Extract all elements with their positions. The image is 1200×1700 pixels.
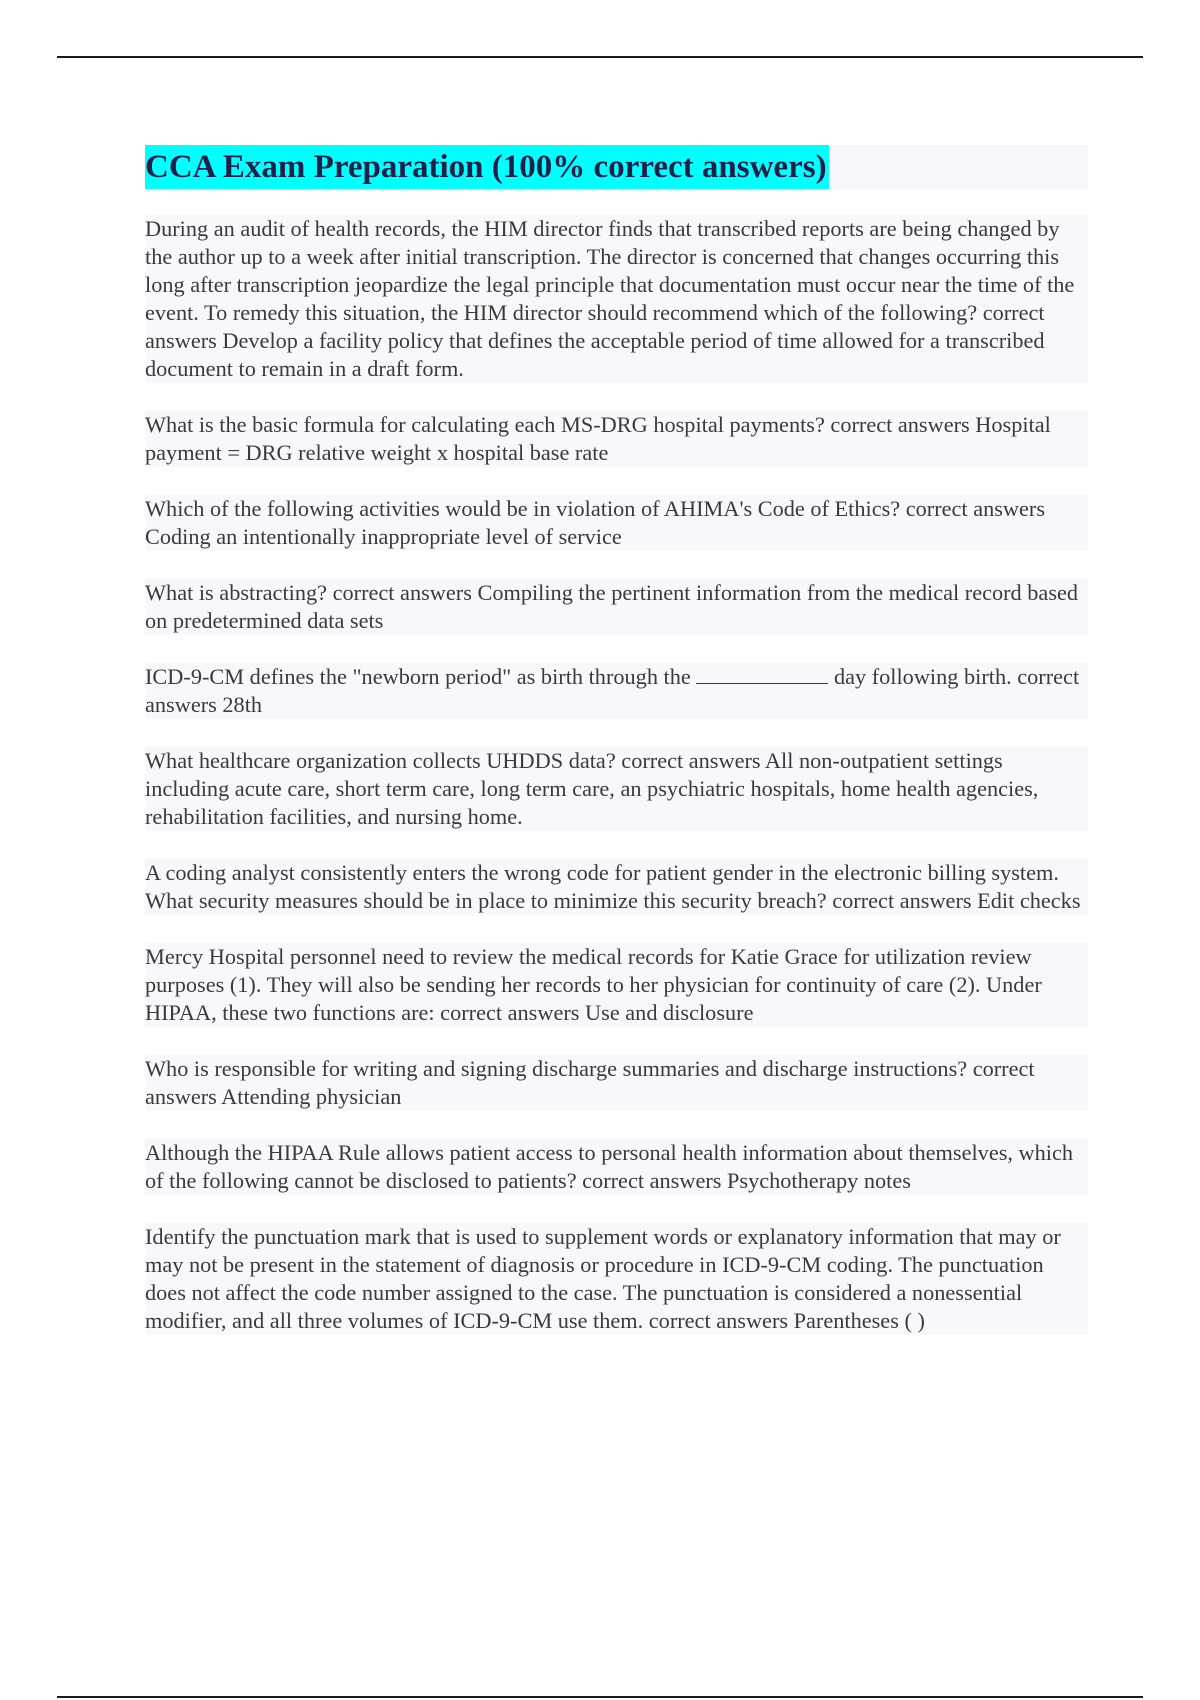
fill-in-blank bbox=[696, 665, 828, 684]
qa-item-6: What healthcare organization collects UHDDS data? correct answers All non-outpatient settings including acute care, short term care, long term care, an psychiatric hospitals, home health agencies, rehabilitation facilities, and nursing home. bbox=[145, 747, 1088, 831]
qa-item-4: What is abstracting? correct answers Compiling the pertinent information from the medical record based on predetermined data sets bbox=[145, 579, 1088, 635]
qa-item-8: Mercy Hospital personnel need to review the medical records for Katie Grace for utilization review purposes (1). They will also be sending her records to her physician for continuity of care (2). Under HIPAA, these two functions are: correct answers Use and disclosure bbox=[145, 943, 1088, 1027]
qa-item-10: Although the HIPAA Rule allows patient access to personal health information about themselves, which of the following cannot be disclosed to patients? correct answers Psychotherapy notes bbox=[145, 1139, 1088, 1195]
qa-item-3: Which of the following activities would be in violation of AHIMA's Code of Ethics? correct answers Coding an intentionally inappropriate level of service bbox=[145, 495, 1088, 551]
qa-item-11: Identify the punctuation mark that is used to supplement words or explanatory information that may or may not be present in the statement of diagnosis or procedure in ICD-9-CM coding. The punctuation does not affect the code number assigned to the case. The punctuation is considered a nonessential modifier, and all three volumes of ICD-9-CM use them. correct answers Parentheses ( ) bbox=[145, 1223, 1088, 1335]
document-title: CCA Exam Preparation (100% correct answers) bbox=[145, 145, 829, 189]
qa-item-2: What is the basic formula for calculating each MS-DRG hospital payments? correct answers Hospital payment = DRG relative weight x hospital base rate bbox=[145, 411, 1088, 467]
bottom-rule bbox=[57, 1696, 1143, 1698]
qa-item-1: During an audit of health records, the HIM director finds that transcribed reports are being changed by the author up to a week after initial transcription. The director is concerned that changes occurring this long after transcription jeopardize the legal principle that documentation must occur near the time of the event. To remedy this situation, the HIM director should recommend which of the following? correct answers Develop a facility policy that defines the acceptable period of time allowed for a transcribed document to remain in a draft form. bbox=[145, 215, 1088, 383]
qa-item-7: A coding analyst consistently enters the wrong code for patient gender in the electronic billing system. What security measures should be in place to minimize this security breach? correct answers Edit checks bbox=[145, 859, 1088, 915]
qa-item-5-question: ICD-9-CM defines the "newborn period" as birth through the bbox=[145, 664, 691, 689]
title-bar bbox=[145, 145, 1088, 189]
qa-item-9: Who is responsible for writing and signing discharge summaries and discharge instructions? correct answers Attending physician bbox=[145, 1055, 1088, 1111]
qa-item-5 bbox=[145, 663, 1088, 719]
document-body bbox=[145, 145, 1088, 1363]
top-rule bbox=[57, 56, 1143, 58]
qa-item-5-answer: day following birth. correct answers 28th bbox=[145, 664, 1080, 717]
